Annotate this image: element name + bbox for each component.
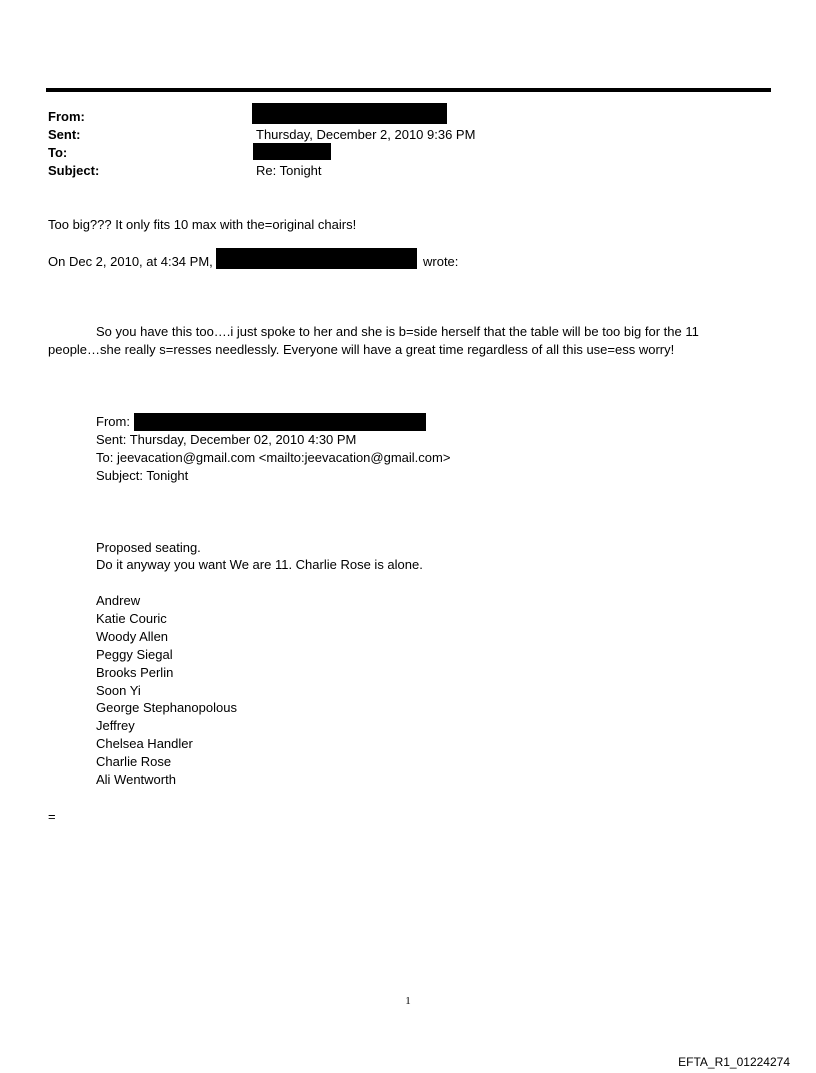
bates-number: EFTA_R1_01224274: [678, 1055, 790, 1069]
list-item: Soon Yi: [96, 682, 141, 698]
from-label: From:: [48, 109, 85, 124]
message-line-2: Do it anyway you want We are 11. Charlie Rose is alone.: [96, 557, 423, 572]
list-item: Charlie Rose: [96, 754, 172, 770]
trailing-mark: =: [48, 809, 56, 824]
subject-label: Subject:: [48, 163, 100, 178]
seating-list: [96, 592, 237, 789]
list-item: Woody Allen: [96, 628, 169, 644]
subject-value: Re: Tonight: [256, 163, 322, 178]
to-redaction: [253, 143, 331, 160]
fwd-subject-line: Subject: Tonight: [96, 468, 189, 483]
to-label: To:: [48, 145, 68, 160]
sent-label: Sent:: [48, 127, 81, 142]
reply-line: Too big??? It only fits 10 max with the=original chairs!: [48, 217, 357, 232]
fwd-from-label: From:: [96, 414, 130, 429]
from-redaction: [252, 103, 447, 124]
list-item: Andrew: [96, 593, 141, 608]
sent-value: Thursday, December 2, 2010 9:36 PM: [256, 127, 476, 142]
attribution-suffix: wrote:: [423, 254, 459, 269]
list-item: Katie Couric: [96, 610, 167, 626]
list-item: George Stephanopolous: [96, 700, 237, 716]
fwd-from-redaction: [134, 413, 426, 431]
page-number: 1: [405, 995, 411, 1007]
list-item: Jeffrey: [96, 718, 135, 734]
quoted-paragraph: So you have this too….i just spoke to her and she is b=side herself that the table will be too big for the 11 people…she really s=resses needlessly. Everyone will have a great time regardless of all this use=ess worry!: [48, 324, 699, 357]
list-item: Ali Wentworth: [96, 772, 176, 788]
fwd-sent-line: Sent: Thursday, December 02, 2010 4:30 PM: [96, 432, 357, 447]
message-line-1: Proposed seating.: [96, 540, 201, 555]
list-item: Peggy Siegal: [96, 646, 173, 662]
attribution-prefix: On Dec 2, 2010, at 4:34 PM,: [48, 254, 213, 269]
list-item: Chelsea Handler: [96, 736, 193, 752]
attribution-redaction: [216, 248, 417, 269]
header-rule: [46, 88, 771, 92]
fwd-to-line: To: jeevacation@gmail.com <mailto:jeevacation@gmail.com>: [96, 450, 451, 465]
list-item: Brooks Perlin: [96, 664, 174, 680]
